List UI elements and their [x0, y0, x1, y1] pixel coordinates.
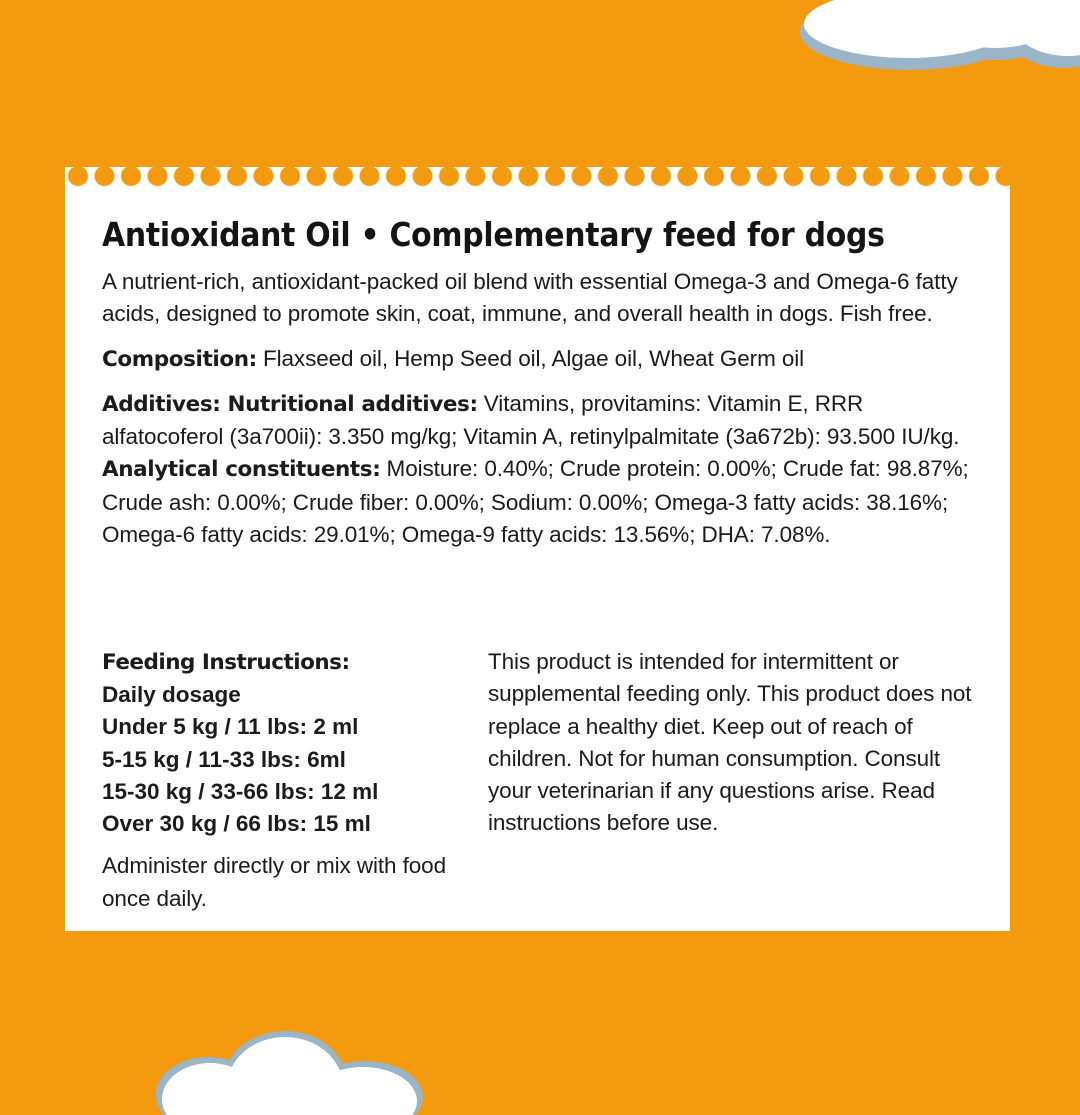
cloud-decoration-top — [790, 0, 1080, 105]
dosage-line: 15-30 kg / 33-66 lbs: 12 ml — [102, 778, 379, 804]
additives-label: Additives: Nutritional additives: — [102, 391, 478, 417]
scalloped-edge — [65, 167, 1010, 189]
composition-section — [102, 343, 982, 376]
dosage-line: Under 5 kg / 11 lbs: 2 ml — [102, 714, 359, 740]
additives-text: Vitamins, provitamins: Vitamin E, RRR alfatocoferol (3a700ii): 3.350 mg/kg; Vitamin A, retinylpalmitate (3a672b): 93.500 IU/kg. — [102, 390, 960, 450]
analytical-text: Moisture: 0.40%; Crude protein: 0.00%; Crude fat: 98.87%; Crude ash: 0.00%; Crude fiber: 0.00%; Sodium: 0.00%; Omega-3 fatty acids: 38.16%; Omega-6 fatty acids: 29.01%; Omega-9 fatty acids: 13.56%; DHA: 7.08%. — [102, 456, 969, 548]
analytical-label: Analytical constituents: — [102, 457, 381, 483]
label-content — [102, 210, 982, 551]
additives-section — [102, 388, 982, 551]
composition-text: Flaxseed oil, Hemp Seed oil, Algae oil, Wheat Germ oil — [256, 345, 805, 371]
cloud-decoration-bottom — [150, 1025, 440, 1115]
dosage-line: Over 30 kg / 66 lbs: 15 ml — [102, 811, 371, 837]
product-description: A nutrient-rich, antioxidant-packed oil blend with essential Omega-3 and Omega-6 fatty acids, designed to promote skin, coat, immune, and overall health in dogs. Fish free. — [102, 269, 958, 327]
disclaimer-section — [488, 646, 988, 840]
dosage-line: 5-15 kg / 11-33 lbs: 6ml — [102, 746, 346, 772]
feeding-heading: Feeding Instructions: — [102, 650, 350, 675]
administer-text: Administer directly or mix with food once daily. — [102, 853, 447, 911]
dosage-line: Daily dosage — [102, 682, 241, 707]
disclaimer-text: This product is intended for intermittent or supplemental feeding only. This product does not replace a healthy diet. Keep out of reach of children. Not for human consumption. Consult your veterinarian if any questions arise. Read instructions before use. — [488, 649, 972, 836]
composition-label: Composition: — [102, 346, 257, 372]
feeding-instructions — [102, 646, 462, 915]
product-title: Antioxidant Oil • Complementary feed for dogs — [102, 216, 885, 254]
